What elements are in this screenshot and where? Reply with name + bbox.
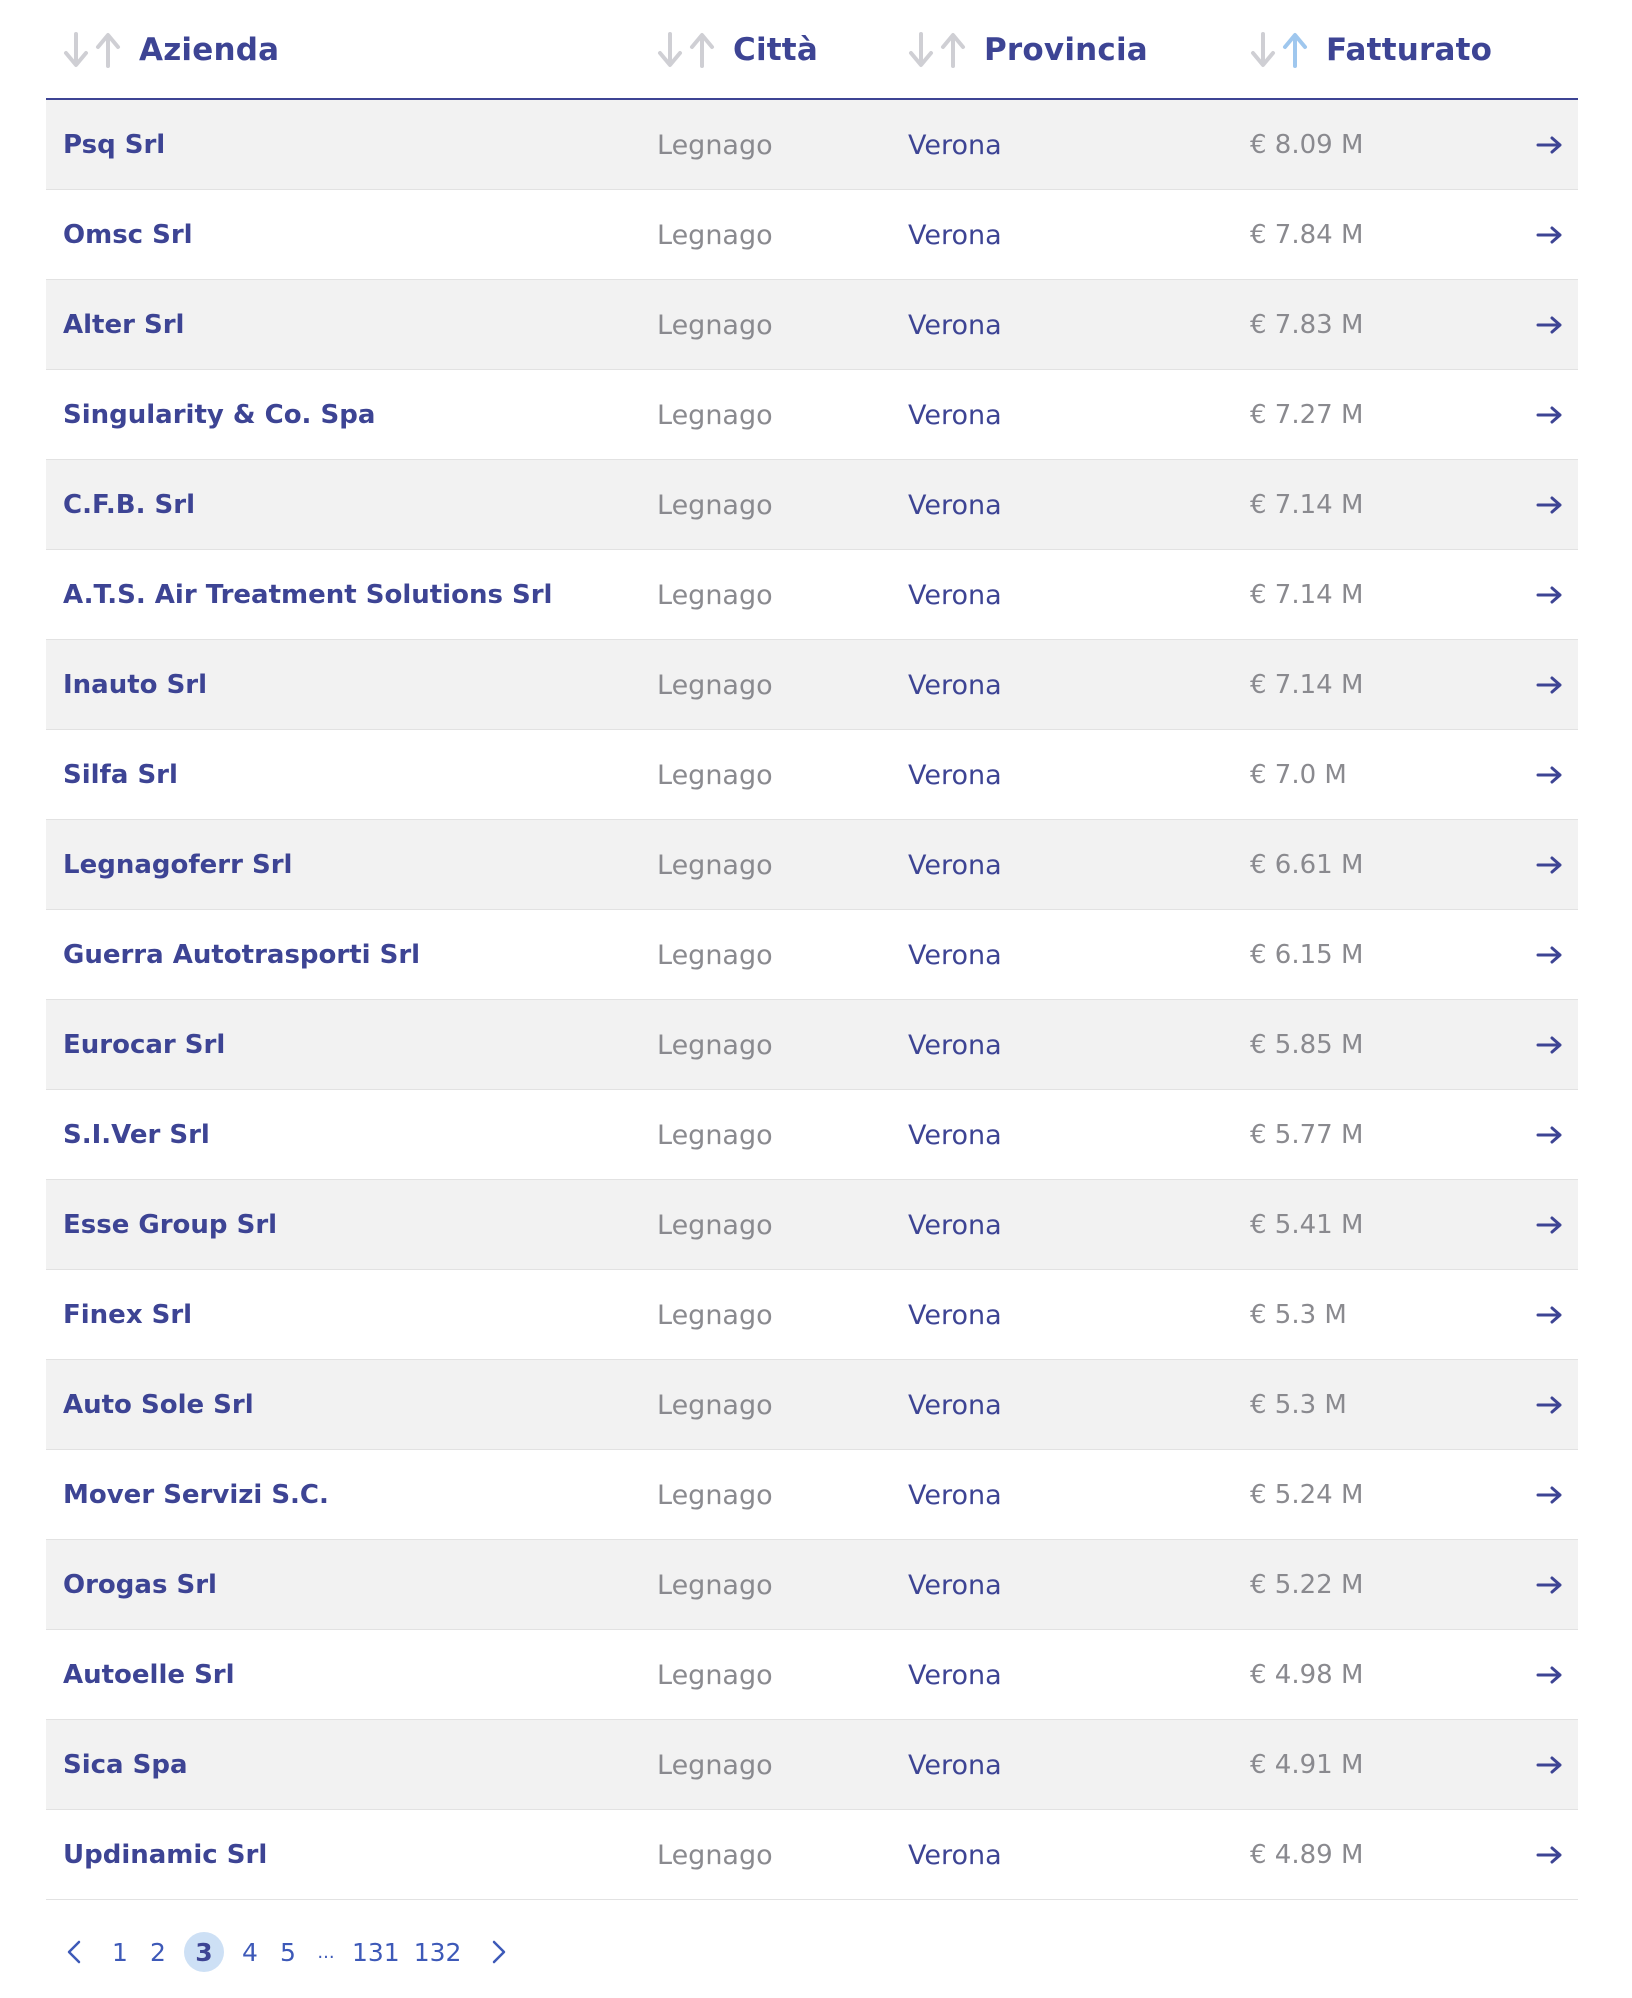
- revenue-value: € 7.27 M: [1250, 400, 1364, 430]
- province-value: Verona: [908, 849, 1002, 881]
- table-row[interactable]: [46, 820, 1578, 910]
- company-name-link[interactable]: Guerra Autotrasporti Srl: [63, 940, 421, 970]
- city-value: Legnago: [657, 1839, 773, 1871]
- province-value: Verona: [908, 1839, 1002, 1871]
- arrow-right-icon[interactable]: [1536, 1720, 1564, 1810]
- company-name-link[interactable]: Auto Sole Srl: [63, 1390, 254, 1420]
- arrow-right-icon[interactable]: [1536, 190, 1564, 280]
- table-row[interactable]: [46, 1270, 1578, 1360]
- province-value: Verona: [908, 1389, 1002, 1421]
- company-name-link[interactable]: Autoelle Srl: [63, 1660, 235, 1690]
- sort-controls-citta: [657, 30, 715, 70]
- table-row[interactable]: [46, 190, 1578, 280]
- revenue-value: € 5.77 M: [1250, 1120, 1364, 1150]
- company-name-link[interactable]: Silfa Srl: [63, 760, 178, 790]
- province-value: Verona: [908, 759, 1002, 791]
- column-label-azienda[interactable]: Azienda: [139, 32, 280, 68]
- city-value: Legnago: [657, 1569, 773, 1601]
- city-value: Legnago: [657, 489, 773, 521]
- company-name-link[interactable]: A.T.S. Air Treatment Solutions Srl: [63, 580, 553, 610]
- province-value: Verona: [908, 1569, 1002, 1601]
- sort-asc-icon[interactable]: [689, 30, 715, 70]
- revenue-value: € 4.98 M: [1250, 1660, 1364, 1690]
- company-name-link[interactable]: Sica Spa: [63, 1750, 188, 1780]
- city-value: Legnago: [657, 1389, 773, 1421]
- table-row[interactable]: [46, 1630, 1578, 1720]
- column-header-fatturato: [1250, 0, 1492, 100]
- arrow-right-icon[interactable]: [1536, 910, 1564, 1000]
- arrow-right-icon[interactable]: [1536, 1000, 1564, 1090]
- table-row[interactable]: [46, 1180, 1578, 1270]
- page-link-1[interactable]: 1: [112, 1937, 128, 1967]
- revenue-value: € 8.09 M: [1250, 130, 1364, 160]
- province-value: Verona: [908, 399, 1002, 431]
- company-name-link[interactable]: Updinamic Srl: [63, 1840, 268, 1870]
- province-value: Verona: [908, 129, 1002, 161]
- sort-desc-icon[interactable]: [657, 30, 683, 70]
- province-value: Verona: [908, 1299, 1002, 1331]
- table-row[interactable]: [46, 1450, 1578, 1540]
- city-value: Legnago: [657, 1479, 773, 1511]
- company-name-link[interactable]: Singularity & Co. Spa: [63, 400, 376, 430]
- sort-controls-azienda: [63, 30, 121, 70]
- sort-asc-icon-active[interactable]: [1282, 30, 1308, 70]
- city-value: Legnago: [657, 1119, 773, 1151]
- city-value: Legnago: [657, 669, 773, 701]
- chevron-right-icon[interactable]: [485, 1932, 513, 1972]
- city-value: Legnago: [657, 399, 773, 431]
- table-row[interactable]: [46, 1720, 1578, 1810]
- revenue-value: € 7.83 M: [1250, 310, 1364, 340]
- arrow-right-icon[interactable]: [1536, 820, 1564, 910]
- revenue-value: € 5.85 M: [1250, 1030, 1364, 1060]
- province-value: Verona: [908, 1659, 1002, 1691]
- revenue-value: € 7.84 M: [1250, 220, 1364, 250]
- province-value: Verona: [908, 309, 1002, 341]
- company-table: [46, 0, 1578, 1900]
- page-link-4[interactable]: 4: [242, 1937, 258, 1967]
- city-value: Legnago: [657, 1299, 773, 1331]
- revenue-value: € 7.0 M: [1250, 760, 1347, 790]
- page-link-5[interactable]: 5: [280, 1937, 296, 1967]
- sort-asc-icon[interactable]: [95, 30, 121, 70]
- table-row[interactable]: [46, 100, 1578, 190]
- company-name-link[interactable]: Orogas Srl: [63, 1570, 217, 1600]
- sort-controls-provincia: [908, 30, 966, 70]
- arrow-right-icon[interactable]: [1536, 370, 1564, 460]
- page-link-131[interactable]: 131: [352, 1937, 400, 1967]
- arrow-right-icon[interactable]: [1536, 1090, 1564, 1180]
- revenue-value: € 4.91 M: [1250, 1750, 1364, 1780]
- arrow-right-icon[interactable]: [1536, 1540, 1564, 1630]
- revenue-value: € 5.22 M: [1250, 1570, 1364, 1600]
- city-value: Legnago: [657, 939, 773, 971]
- province-value: Verona: [908, 939, 1002, 971]
- table-row[interactable]: [46, 460, 1578, 550]
- company-name-link[interactable]: Inauto Srl: [63, 670, 208, 700]
- revenue-value: € 6.61 M: [1250, 850, 1364, 880]
- city-value: Legnago: [657, 759, 773, 791]
- city-value: Legnago: [657, 1659, 773, 1691]
- city-value: Legnago: [657, 1029, 773, 1061]
- province-value: Verona: [908, 219, 1002, 251]
- city-value: Legnago: [657, 1209, 773, 1241]
- revenue-value: € 5.3 M: [1250, 1300, 1347, 1330]
- company-name-link[interactable]: S.I.Ver Srl: [63, 1120, 210, 1150]
- province-value: Verona: [908, 489, 1002, 521]
- company-name-link[interactable]: Alter Srl: [63, 310, 185, 340]
- pagination: [46, 1922, 513, 1982]
- revenue-value: € 4.89 M: [1250, 1840, 1364, 1870]
- table-row[interactable]: [46, 910, 1578, 1000]
- revenue-value: € 5.3 M: [1250, 1390, 1347, 1420]
- arrow-right-icon[interactable]: [1536, 640, 1564, 730]
- arrow-right-icon[interactable]: [1536, 550, 1564, 640]
- table-row[interactable]: [46, 1810, 1578, 1900]
- city-value: Legnago: [657, 219, 773, 251]
- city-value: Legnago: [657, 129, 773, 161]
- revenue-value: € 6.15 M: [1250, 940, 1364, 970]
- arrow-right-icon[interactable]: [1536, 460, 1564, 550]
- table-row[interactable]: [46, 1540, 1578, 1630]
- province-value: Verona: [908, 579, 1002, 611]
- province-value: Verona: [908, 1479, 1002, 1511]
- table-row[interactable]: [46, 370, 1578, 460]
- column-header-provincia: [908, 0, 1148, 100]
- company-name-link[interactable]: Esse Group Srl: [63, 1210, 278, 1240]
- arrow-right-icon[interactable]: [1536, 1630, 1564, 1720]
- column-label-provincia[interactable]: Provincia: [984, 32, 1148, 68]
- company-name-link[interactable]: Omsc Srl: [63, 220, 193, 250]
- revenue-value: € 5.41 M: [1250, 1210, 1364, 1240]
- page-link-132[interactable]: 132: [413, 1937, 462, 1967]
- sort-desc-icon[interactable]: [1250, 30, 1276, 70]
- company-name-link[interactable]: Finex Srl: [63, 1300, 193, 1330]
- arrow-right-icon[interactable]: [1536, 730, 1564, 820]
- province-value: Verona: [908, 1029, 1002, 1061]
- column-label-fatturato[interactable]: Fatturato: [1326, 32, 1493, 68]
- sort-asc-icon[interactable]: [940, 30, 966, 70]
- revenue-value: € 5.24 M: [1250, 1480, 1364, 1510]
- arrow-right-icon[interactable]: [1536, 280, 1564, 370]
- table-row[interactable]: [46, 1000, 1578, 1090]
- page-ellipsis: ...: [317, 1941, 335, 1963]
- company-name-link[interactable]: Eurocar Srl: [63, 1030, 226, 1060]
- column-header-azienda: [63, 0, 279, 100]
- page-link-2[interactable]: 2: [150, 1937, 166, 1967]
- table-row[interactable]: [46, 1360, 1578, 1450]
- chevron-left-icon[interactable]: [60, 1932, 88, 1972]
- city-value: Legnago: [657, 309, 773, 341]
- city-value: Legnago: [657, 1749, 773, 1781]
- revenue-value: € 7.14 M: [1250, 670, 1364, 700]
- table-row[interactable]: [46, 280, 1578, 370]
- company-name-link[interactable]: Psq Srl: [63, 130, 166, 160]
- table-row[interactable]: [46, 1090, 1578, 1180]
- table-row[interactable]: [46, 730, 1578, 820]
- page-link-current[interactable]: 3: [184, 1932, 224, 1972]
- arrow-right-icon[interactable]: [1536, 100, 1564, 190]
- arrow-right-icon[interactable]: [1536, 1810, 1564, 1900]
- column-label-citta[interactable]: Città: [733, 32, 818, 68]
- city-value: Legnago: [657, 579, 773, 611]
- revenue-value: € 7.14 M: [1250, 580, 1364, 610]
- column-header-citta: [657, 0, 818, 100]
- city-value: Legnago: [657, 849, 773, 881]
- province-value: Verona: [908, 669, 1002, 701]
- arrow-right-icon[interactable]: [1536, 1360, 1564, 1450]
- arrow-right-icon[interactable]: [1536, 1450, 1564, 1540]
- sort-desc-icon[interactable]: [63, 30, 89, 70]
- arrow-right-icon[interactable]: [1536, 1180, 1564, 1270]
- province-value: Verona: [908, 1749, 1002, 1781]
- table-header: [46, 0, 1578, 100]
- table-body: [46, 100, 1578, 1900]
- table-row[interactable]: [46, 550, 1578, 640]
- company-name-link[interactable]: Mover Servizi S.C.: [63, 1480, 329, 1510]
- company-name-link[interactable]: Legnagoferr Srl: [63, 850, 293, 880]
- company-name-link[interactable]: C.F.B. Srl: [63, 490, 195, 520]
- revenue-value: € 7.14 M: [1250, 490, 1364, 520]
- table-row[interactable]: [46, 640, 1578, 730]
- province-value: Verona: [908, 1119, 1002, 1151]
- sort-desc-icon[interactable]: [908, 30, 934, 70]
- sort-controls-fatturato: [1250, 30, 1308, 70]
- arrow-right-icon[interactable]: [1536, 1270, 1564, 1360]
- province-value: Verona: [908, 1209, 1002, 1241]
